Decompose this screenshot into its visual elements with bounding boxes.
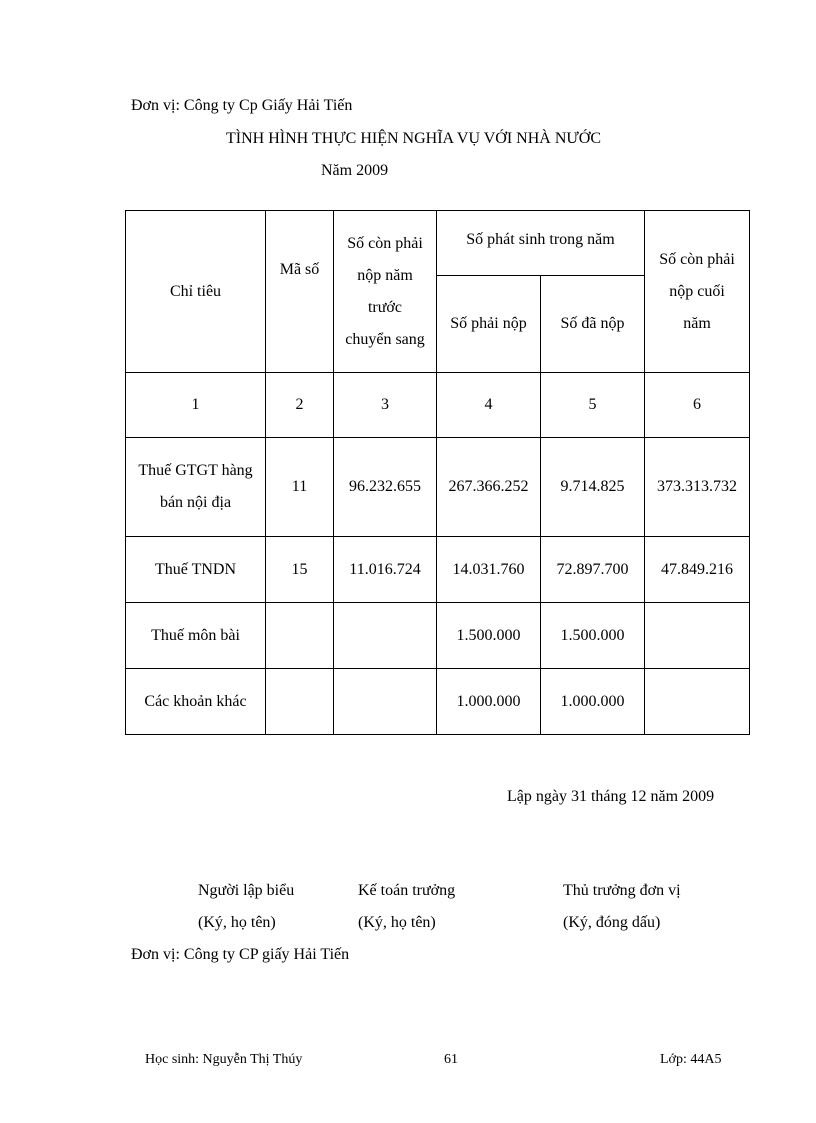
table-row [126, 438, 750, 537]
signature-preparer-note: (Ký, họ tên) [198, 914, 276, 931]
cell-ma-so: 15 [266, 537, 334, 603]
cell-dau-ky: 96.232.655 [334, 438, 437, 537]
cell-dau-ky: 11.016.724 [334, 537, 437, 603]
cell-phai-nop: 14.031.760 [437, 537, 541, 603]
table-row [126, 669, 750, 735]
cell-line: Thuế GTGT hàng [138, 462, 253, 479]
cell-chi-tieu: Các khoản khác [126, 669, 266, 735]
signature-director-note: (Ký, đóng dấu) [563, 914, 661, 931]
cell-dau-ky [334, 669, 437, 735]
cell-ma-so [266, 669, 334, 735]
header-so-con-phai-nop-dau [334, 211, 437, 373]
cell-dau-ky [334, 603, 437, 669]
report-title: TÌNH HÌNH THỰC HIỆN NGHĨA VỤ VỚI NHÀ NƯỚC [226, 130, 602, 147]
cell-chi-tieu: Thuế TNDN [126, 537, 266, 603]
unit-name: Đơn vị: Công ty Cp Giấy Hải Tiến [131, 97, 353, 114]
header-line: nộp năm [357, 266, 413, 284]
header-ma-so-label: Mã số [279, 260, 320, 278]
index-cell: 4 [437, 373, 541, 438]
cell-ma-so [266, 603, 334, 669]
tax-obligation-table [125, 210, 750, 735]
signature-preparer-title: Người lập biểu [198, 882, 295, 899]
cell-da-nop: 72.897.700 [541, 537, 645, 603]
signature-accountant-note: (Ký, họ tên) [358, 914, 436, 931]
table-row [126, 537, 750, 603]
report-year: Năm 2009 [321, 162, 389, 179]
header-line: Số còn phải [347, 234, 423, 252]
cell-cuoi-ky [645, 669, 750, 735]
index-cell: 1 [126, 373, 266, 438]
cell-phai-nop: 1.500.000 [437, 603, 541, 669]
header-line: trước [367, 298, 402, 316]
header-line: năm [683, 314, 711, 332]
unit-name-bottom: Đơn vị: Công ty CP giấy Hải Tiến [131, 946, 350, 963]
index-cell: 3 [334, 373, 437, 438]
cell-cuoi-ky [645, 603, 750, 669]
signature-director-title: Thủ trưởng đơn vị [563, 882, 681, 899]
header-line: nộp cuối [669, 282, 725, 300]
index-row [126, 373, 750, 438]
date-line: Lập ngày 31 tháng 12 năm 2009 [507, 788, 715, 805]
cell-chi-tieu [126, 438, 266, 537]
index-cell: 6 [645, 373, 750, 438]
header-ma-so [266, 211, 334, 373]
header-so-phat-sinh [437, 211, 645, 276]
cell-phai-nop: 267.366.252 [437, 438, 541, 537]
cell-phai-nop: 1.000.000 [437, 669, 541, 735]
page-number: 61 [444, 1052, 458, 1067]
table-row [126, 603, 750, 669]
header-line: Số còn phải [659, 250, 735, 268]
footer-class: Lớp: 44A5 [660, 1052, 722, 1067]
cell-chi-tieu: Thuế môn bài [126, 603, 266, 669]
index-cell: 5 [541, 373, 645, 438]
cell-line: bán nội địa [159, 494, 232, 511]
table-header-row [126, 211, 750, 276]
cell-cuoi-ky: 47.849.216 [645, 537, 750, 603]
header-so-da-nop: Số đã nộp [541, 276, 645, 373]
signature-accountant-title: Kế toán trưởng [358, 882, 456, 899]
cell-da-nop: 1.500.000 [541, 603, 645, 669]
header-so-phat-sinh-label: Số phát sinh trong năm [466, 231, 615, 248]
cell-cuoi-ky: 373.313.732 [645, 438, 750, 537]
header-line: chuyển sang [345, 330, 425, 348]
index-cell: 2 [266, 373, 334, 438]
header-chi-tieu: Chỉ tiêu [126, 211, 266, 373]
cell-ma-so: 11 [266, 438, 334, 537]
cell-da-nop: 1.000.000 [541, 669, 645, 735]
footer-student: Học sinh: Nguyễn Thị Thúy [145, 1052, 303, 1067]
cell-da-nop: 9.714.825 [541, 438, 645, 537]
header-so-con-phai-nop-cuoi [645, 211, 750, 373]
header-so-phai-nop: Số phải nộp [437, 276, 541, 373]
